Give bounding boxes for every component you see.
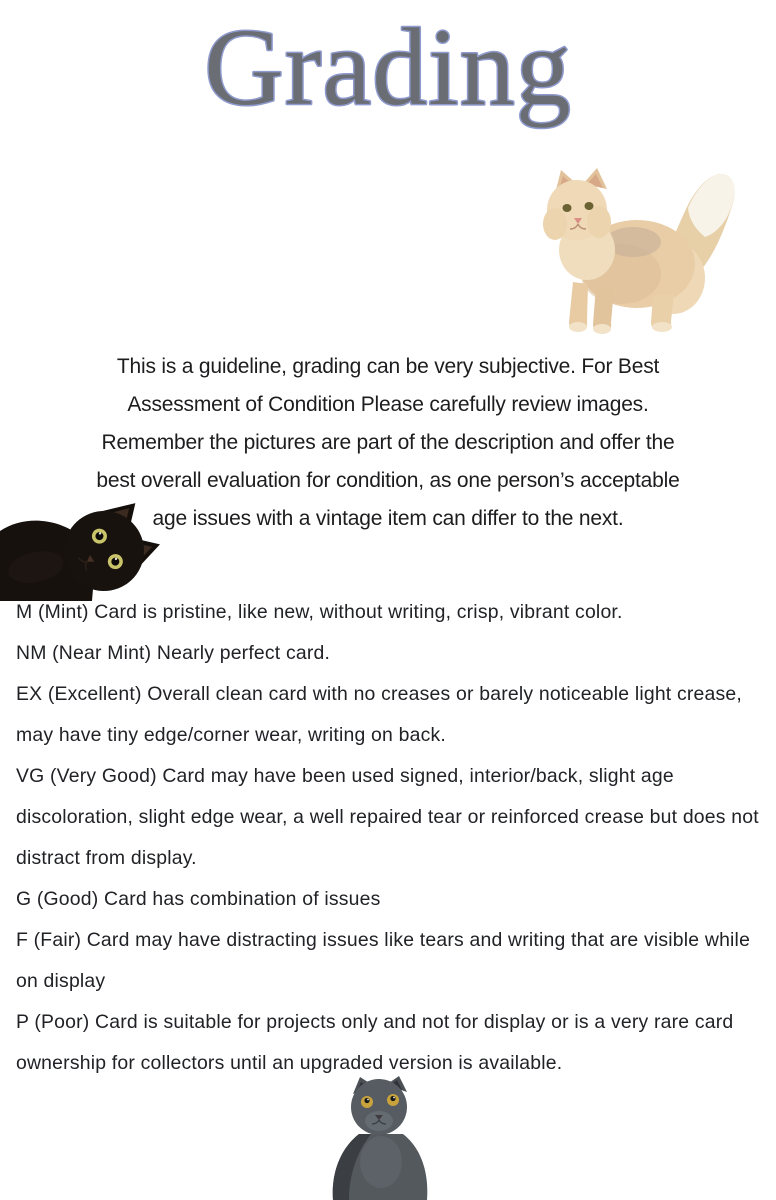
grade-item-poor: P (Poor) Card is suitable for projects only and not for display or is a very rare card ownership for collectors until an upgraded version is available. — [16, 1011, 734, 1074]
page-title-art — [0, 12, 776, 152]
grades-list — [16, 592, 762, 1084]
cream-cat-eye — [585, 202, 594, 210]
grade-item-good: G (Good) Card has combination of issues — [16, 888, 381, 910]
grade-item-very-good: VG (Very Good) Card may have been used signed, interior/back, slight age discoloration, slight edge wear, a well repaired tear or reinforced crease but does not distract from display. — [16, 765, 759, 869]
grade-item-near-mint: NM (Near Mint) Nearly perfect card. — [16, 642, 331, 664]
gray-cat-head — [351, 1076, 407, 1135]
cream-cat-head — [543, 168, 611, 240]
intro-line: Assessment of Condition Please carefully review images. — [127, 393, 649, 416]
grade-item-fair: F (Fair) Card may have distracting issues like tears and writing that are visible while on display — [16, 929, 751, 992]
intro-line: This is a guideline, grading can be very subjective. For Best — [116, 355, 660, 378]
intro-line: age issues with a vintage item can differ to the next. — [152, 507, 624, 530]
intro-line: Remember the pictures are part of the description and offer the — [101, 431, 675, 454]
page-title: Grading — [204, 12, 572, 128]
gray-cat-image — [315, 1076, 445, 1200]
grade-item-excellent: EX (Excellent) Overall clean card with no creases or barely noticeable light crease, may have tiny edge/corner wear, writing on back. — [16, 683, 742, 746]
grade-item-mint: M (Mint) Card is pristine, like new, without writing, crisp, vibrant color. — [16, 601, 623, 623]
black-cat-image — [0, 497, 172, 601]
gray-cat-body — [333, 1134, 428, 1200]
cream-cat-eye — [563, 204, 572, 212]
intro-line: best overall evaluation for condition, as one person’s acceptable — [96, 469, 680, 492]
cream-cat-image — [525, 162, 740, 334]
